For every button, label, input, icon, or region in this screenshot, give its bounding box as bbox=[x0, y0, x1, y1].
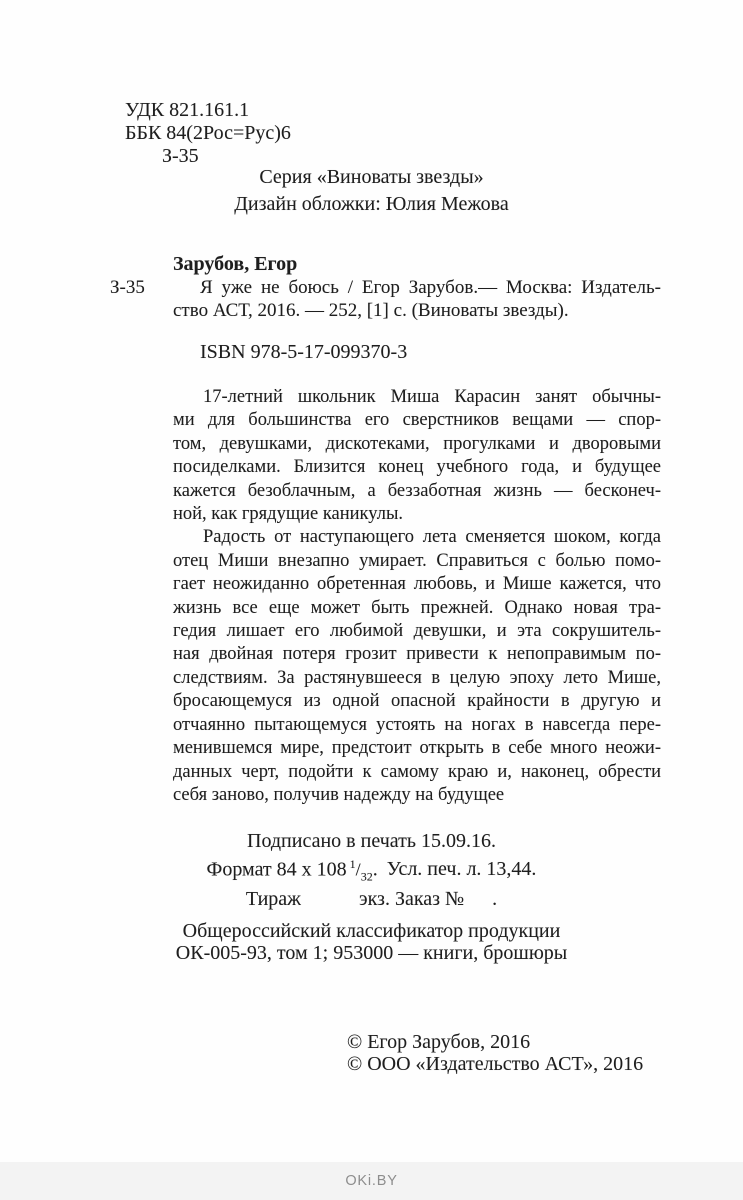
bibliographic-record bbox=[110, 276, 661, 322]
annotation-line: данных черт, подойти к самому краю и, наконец, обрести bbox=[173, 761, 661, 782]
format-fraction-denominator: 32 bbox=[360, 869, 373, 884]
bib-author-code: З-35 bbox=[110, 277, 145, 298]
bbk-line: ББК 84(2Рос=Рус)6 bbox=[125, 122, 291, 144]
annotation-line: том, девушками, дискотеками, прогулками и дворовыми bbox=[173, 433, 661, 454]
annotation-line: гает неожиданно обретенная любовь, и Мише кажется, что bbox=[173, 574, 661, 595]
annotation-line: кажется безоблачным, а беззаботная жизнь — бесконеч- bbox=[173, 480, 661, 501]
annotation-line: жизнь все еще может быть прежней. Однако новая тра- bbox=[173, 597, 661, 618]
annotation-line: бросающемуся из одной опасной крайности в другую и bbox=[173, 691, 661, 712]
annotation-line: 17-летний школьник Миша Карасин занят обычны- bbox=[203, 387, 661, 407]
format-dot: . bbox=[372, 858, 378, 881]
annotation-line: посиделками. Близится конец учебного года, и будущее bbox=[173, 457, 661, 478]
catalog-codes-block bbox=[125, 99, 291, 168]
bib-line: ство АСТ, 2016. — 252, [1] с. (Виноваты звезды). bbox=[173, 300, 569, 321]
bib-line: Я уже не боюсь / Егор Зарубов.— Москва: Издатель- bbox=[200, 277, 661, 298]
annotation-line: менившемся мире, предстоит открыть в себе много неожи- bbox=[173, 738, 661, 759]
annotation-line: ная двойная потеря грозит привести к непоправимым по- bbox=[173, 644, 661, 665]
author-code-line: З-35 bbox=[162, 145, 199, 167]
classifier-line: Общероссийский классификатор продукции bbox=[182, 920, 561, 942]
format-fraction-numerator: 1 bbox=[349, 856, 356, 871]
watermark-logo: OKi.BY bbox=[345, 1173, 398, 1189]
copyright-line: © ООО «Издательство АСТ», 2016 bbox=[347, 1053, 644, 1075]
annotation-line: Радость от наступающего лета сменяется шоком, когда bbox=[203, 527, 661, 548]
format-fraction-slash: / bbox=[355, 859, 361, 880]
signed-to-print-line: Подписано в печать 15.09.16. bbox=[247, 830, 496, 852]
print-run-line bbox=[0, 888, 743, 911]
imprint-block bbox=[0, 830, 743, 910]
annotation-line: отчаянно пытающемуся устоять на ногах в навсегда пере- bbox=[173, 714, 661, 735]
format-prefix: Формат 84 х 108 bbox=[206, 858, 347, 881]
copyright-line: © Егор Зарубов, 2016 bbox=[347, 1031, 531, 1053]
format-line bbox=[0, 853, 743, 888]
annotation-line: ми для большинства его сверстников вещами — спор- bbox=[173, 410, 661, 431]
cover-designer-line: Дизайн обложки: Юлия Межова bbox=[234, 193, 509, 215]
classifier-line: ОК-005-93, том 1; 953000 — книги, брошюры bbox=[175, 942, 568, 964]
footer-band bbox=[0, 1162, 743, 1200]
order-label: экз. Заказ № bbox=[359, 887, 465, 910]
bib-description bbox=[173, 276, 661, 322]
series-line: Серия «Виноваты звезды» bbox=[259, 166, 484, 188]
format-rest: Усл. печ. л. 13,44. bbox=[386, 858, 537, 881]
annotation-line: ной, как грядущие каникулы. bbox=[173, 504, 403, 525]
annotation-line: гедия лишает его любимой девушки, и эта сокрушитель- bbox=[173, 621, 661, 642]
copyright-block bbox=[347, 1031, 643, 1075]
annotation-line: себя заново, получив надежду на будущее bbox=[173, 784, 505, 805]
annotation-block bbox=[173, 386, 661, 807]
print-run-label: Тираж bbox=[245, 887, 301, 910]
annotation-line: следствиям. За растянувшееся в целую эпоху лето Мише, bbox=[173, 667, 661, 688]
author-heading: Зарубов, Егор bbox=[173, 253, 298, 275]
annotation-line: отец Миши внезапно умирает. Справиться с болью помо- bbox=[173, 550, 661, 571]
udk-line: УДК 821.161.1 bbox=[125, 99, 250, 121]
annotation-paragraph-2 bbox=[173, 526, 661, 807]
isbn-line: ISBN 978-5-17-099370-3 bbox=[200, 341, 408, 363]
order-end-dot: . bbox=[492, 887, 498, 910]
annotation-paragraph-1 bbox=[173, 386, 661, 526]
classifier-block bbox=[0, 920, 743, 964]
